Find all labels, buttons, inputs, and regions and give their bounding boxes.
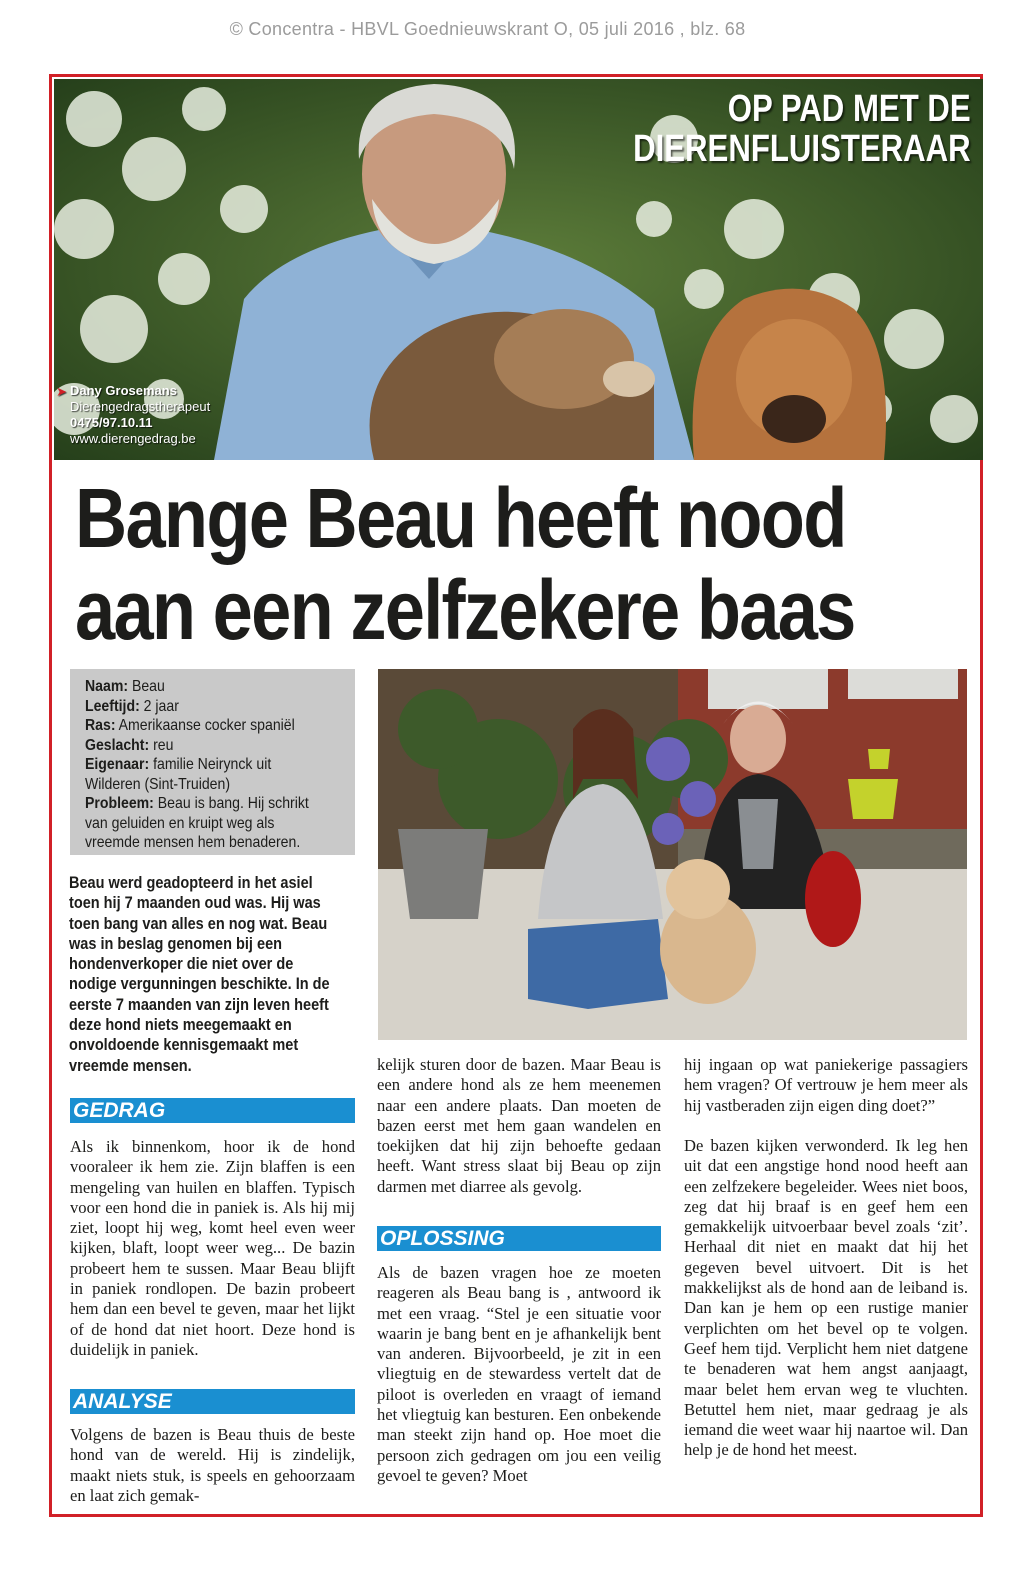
fact-box-list [85, 677, 349, 853]
caption-name: Dany Grosemans [70, 383, 177, 398]
fact-row [85, 736, 349, 756]
fact-value: Amerikaanse cocker spaniël [115, 717, 295, 734]
fact-row [85, 775, 349, 795]
text-column-3b: De bazen kijken verwonderd. Ik leg hen uit dat een angstige hond nood heeft aan een zelfzekere begeleider. Wees niet boos, zeg dat hij braaf is en geef hem een gemakkelijk uitvoerbaar bevel zoals ‘zit’. Herhaal dit niet en maakt dat hij het gegeven bevel uitvoert. Dit is het makkelijkst als de hond aan de leiband is. Dan kan je hem op een rustige manier verplichten om het bevel op te volgen. Geef hem tijd. Verplicht hem niet datgene te benaderen wat hem angst aanjaagt, maar belet hem ervan weg te vluchten. Betuttel hem niet, maar gedraag je als iemand die weet waar hij naartoe wil. Dan help je de hond het meest. [684, 1136, 968, 1460]
headline-line-2: aan een zelfzekere baas [75, 563, 855, 657]
fact-key: Eigenaar: [85, 756, 150, 773]
text-analyse: Volgens de bazen is Beau thuis de beste hond van de wereld. Hij is zindelijk, maakt niets stuk, is speels en gehoorzaam en laat zich gemak- [70, 1425, 355, 1505]
text-column-2: kelijk sturen door de bazen. Maar Beau is een andere hond als ze hem meenemen naar een andere plaats. Dan moeten de bazen eerst met hem gaan wandelen en toekijken dat hij zijn behoefte gedaan heeft. Want stress slaat bij Beau op zijn darmen met diarree als gevolg. [377, 1055, 661, 1196]
fact-key: Geslacht: [85, 736, 150, 754]
text-oplossing: Als de bazen vragen hoe ze moeten reageren als Beau bang is , antwoord ik met een vraag. “Stel je een situatie voor waarin je bang bent en je afhankelijk bent van anderen. Bijvoorbeeld, je zit in een vliegtuig en de stewardess vertelt dat de piloot is overleden en vraagt of iemand het vliegtuig kan besturen. Een onbekende man steekt zijn hand op. Hoe moet die persoon zich gedragen om jou een veilig gevoel te geven? Moet [377, 1263, 661, 1485]
fact-row [85, 716, 349, 736]
headline-line-1: Bange Beau heeft nood [75, 471, 846, 565]
caption-phone: 0475/97.10.11 [70, 415, 153, 430]
text-column-3a: hij ingaan op wat paniekerige passagiers hem vragen? Of vertrouw je hem meer als hij vastberaden zijn eigen ding doet?” [684, 1055, 968, 1115]
fact-key: Ras: [85, 717, 116, 734]
family-photo [378, 669, 967, 1040]
kicker-line-1: OP PAD MET DE [728, 88, 971, 130]
fact-row [85, 814, 349, 834]
fact-value: Beau is bang. Hij schrikt [153, 795, 309, 812]
section-header-oplossing: OPLOSSING [377, 1226, 661, 1251]
text-gedrag: Als ik binnenkom, hoor ik de hond vooraleer ik hem zie. Zijn blaffen is een mengeling van huilen en blaffen. Typisch voor een hond die in paniek is. Als hij mij ziet, loopt hij weg, komt heel even weer kijken, blaft, loopt weer weg... De bazin probeert hem te sussen. Maar Beau blijft in paniek rondlopen. De bazin probeert hem dan een bevel te geven, maar het lijkt of de hond dat niet hoort. Deze hond is duidelijk in paniek. [70, 1137, 355, 1359]
hero-photo [54, 79, 983, 460]
fact-row [85, 794, 349, 814]
copyright-line: © Concentra - HBVL Goednieuwskrant O, 05 juli 2016 , blz. 68 [229, 19, 746, 39]
caption-website: www.dierengedrag.be [70, 431, 196, 446]
fact-key: Leeftijd: [85, 697, 140, 715]
fact-row [85, 697, 349, 717]
kicker [633, 89, 971, 169]
fact-box [70, 669, 355, 855]
fact-row [85, 755, 349, 775]
fact-value: reu [149, 736, 174, 754]
fact-value: Beau [128, 678, 165, 695]
headline [75, 472, 855, 656]
fact-row [85, 833, 349, 853]
fact-value: vreemde mensen hem benaderen. [85, 834, 301, 851]
caption-role: Dierengedragstherapeut [70, 399, 211, 414]
fact-value: 2 jaar [139, 697, 179, 715]
family-illustration [378, 669, 967, 1040]
photo-caption [56, 383, 211, 447]
arrow-right-icon: ➤ [56, 384, 67, 399]
fact-row [85, 677, 349, 697]
fact-value: familie Neirynck uit [149, 756, 272, 773]
fact-value: van geluiden en kruipt weg als [85, 814, 275, 832]
intro-paragraph: Beau werd geadopteerd in het asiel toen hij 7 maanden oud was. Hij was toen bang van alles en nog wat. Beau was in beslag genomen bij een hondenverkoper die niet over de nodige vergunningen beschikte. In de eerste 7 maanden van zijn leven heeft deze hond niets meegemaakt en onvoldoende kennisgemaakt met vreemde mensen. [69, 874, 330, 1075]
fact-key: Naam: [85, 678, 129, 695]
fact-key: Probleem: [85, 795, 154, 812]
section-header-gedrag: GEDRAG [70, 1098, 355, 1123]
kicker-line-2: DIERENFLUISTERAAR [633, 128, 971, 170]
section-header-analyse: ANALYSE [70, 1389, 355, 1414]
fact-value: Wilderen (Sint-Truiden) [85, 775, 231, 793]
